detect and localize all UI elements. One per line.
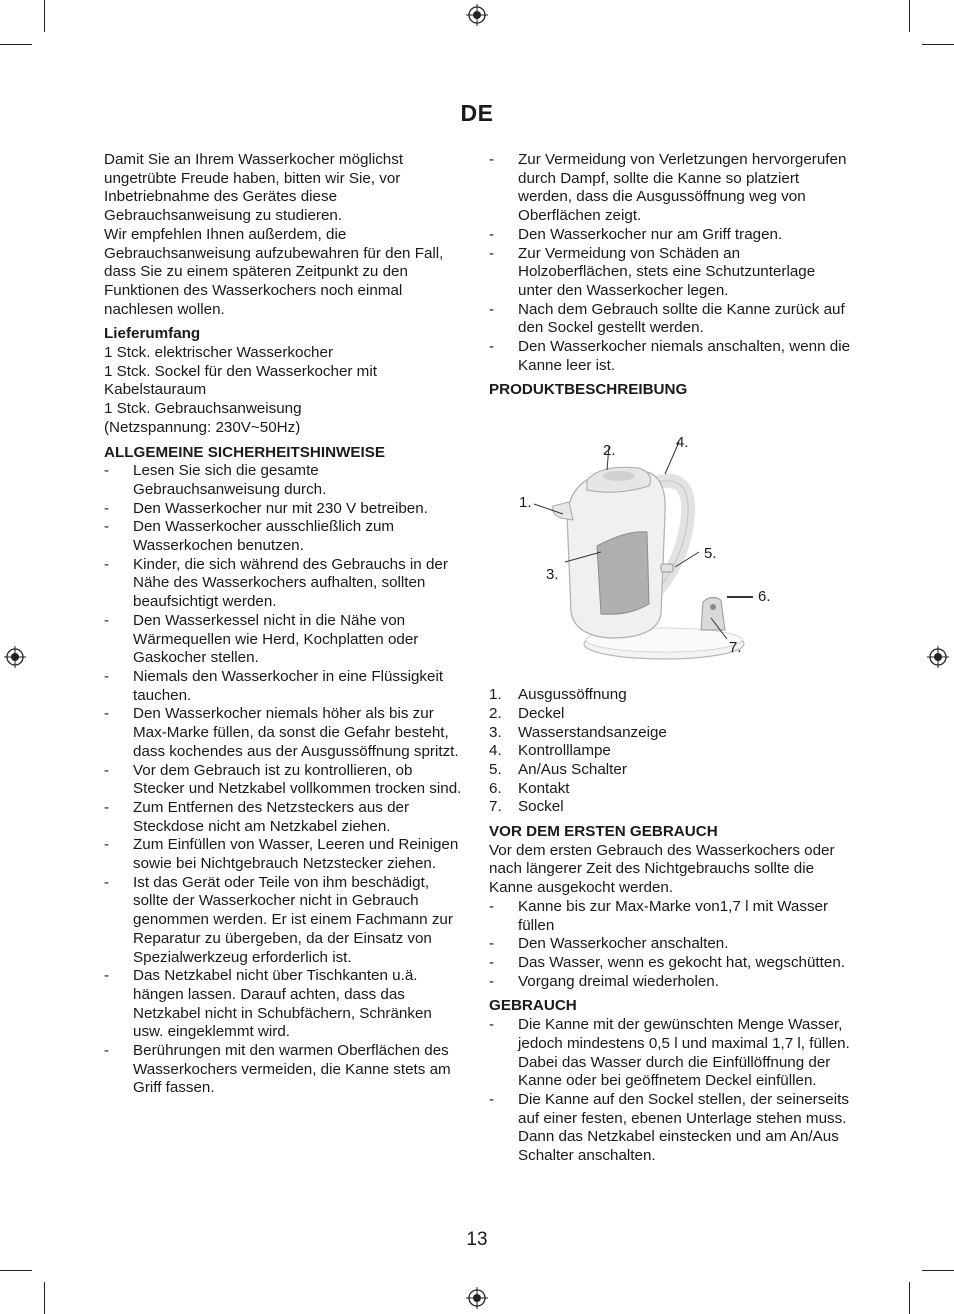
delivery-line: 1 Stck. Sockel für den Wasserkocher mit Kabelstauraum bbox=[104, 362, 377, 399]
list-item-text: Den Wasserkocher niemals anschalten, wenn die Kanne leer ist. bbox=[518, 338, 851, 374]
dash-marker: - bbox=[104, 462, 110, 480]
callout-3: 3. bbox=[546, 566, 559, 584]
dash-marker: - bbox=[489, 935, 495, 953]
list-item-text: Die Kanne mit der gewünschten Menge Wasser, jedoch mindestens 0,5 l und maximal 1,7 l, füllen. Dabei das Wasser durch die Einfüllöffnung der Kanne oder bei geöffnetem Deckel einfüllen. bbox=[518, 1016, 850, 1090]
parts-number: 6. bbox=[489, 779, 502, 797]
list-item bbox=[489, 226, 854, 245]
list-item-text: Vorgang dreimal wiederholen. bbox=[518, 972, 719, 990]
left-column bbox=[104, 151, 466, 1098]
dash-marker: - bbox=[489, 151, 495, 168]
list-item-text: Kanne bis zur Max-Marke von1,7 l mit Wasser füllen bbox=[518, 897, 829, 934]
dash-marker: - bbox=[489, 225, 495, 243]
dash-marker: - bbox=[104, 1042, 110, 1060]
registration-mark-icon bbox=[927, 646, 949, 668]
language-heading: DE bbox=[460, 100, 494, 126]
crop-mark bbox=[44, 1282, 45, 1314]
dash-marker: - bbox=[104, 499, 110, 517]
list-item bbox=[104, 874, 466, 968]
product-heading: PRODUKTBESCHREIBUNG bbox=[489, 381, 688, 399]
list-item-text: Das Wasser, wenn es gekocht hat, wegschütten. bbox=[518, 953, 845, 971]
parts-list-item bbox=[489, 780, 854, 799]
list-item bbox=[104, 705, 466, 761]
list-item-text: Kinder, die sich während des Gebrauchs in der Nähe des Wasserkochers aufhalten, sollten beaufsichtigt werden. bbox=[133, 555, 448, 611]
kettle-figure bbox=[489, 404, 854, 686]
list-item-text: Zur Vermeidung von Schäden an Holzoberflächen, stets eine Schutzunterlage unter den Wasserkocher legen. bbox=[518, 244, 816, 299]
first-use-list bbox=[489, 898, 854, 992]
delivery-line: (Netzspannung: 230V~50Hz) bbox=[104, 418, 301, 436]
list-item-text: Berührungen mit den warmen Oberflächen des Wasserkochers vermeiden, die Kanne stets am Griff fassen. bbox=[133, 1042, 451, 1097]
list-item-text: Ist das Gerät oder Teile von ihm beschädigt, sollte der Wasserkocher nicht in Gebrauch genommen werden. Er ist einem Fachmann zur Reparatur zu übergeben, da der Einsatz von Spezialwerkzeug erforderlich ist. bbox=[133, 873, 453, 966]
dash-marker: - bbox=[104, 555, 110, 573]
parts-label: Kontrolllampe bbox=[518, 742, 611, 760]
list-item-text: Den Wasserkocher niemals höher als bis zur Max-Marke füllen, da sonst die Gefahr besteht, dass kochendes aus der Ausgussöffnung spritzt. bbox=[133, 705, 459, 760]
kettle-water-window bbox=[597, 532, 649, 615]
dash-marker: - bbox=[104, 873, 110, 891]
dash-marker: - bbox=[104, 667, 110, 685]
list-item bbox=[104, 836, 466, 873]
list-item-text: Zur Vermeidung von Verletzungen hervorgerufen durch Dampf, sollte die Kanne so platziert werden, dass die Ausgussöffnung weg von Oberflächen zeigt. bbox=[518, 151, 847, 225]
list-item-text: Den Wasserkocher ausschließlich zum Wasserkochen benutzen. bbox=[133, 518, 395, 555]
crop-mark bbox=[922, 44, 954, 45]
list-item-text: Den Wasserkocher nur mit 230 V betreiben. bbox=[133, 499, 428, 517]
list-item-text: Die Kanne auf den Sockel stellen, der seinerseits auf einer festen, ebenen Unterlage stehen muss. Dann das Netzkabel einstecken und am An/Aus Schalter anschalten. bbox=[518, 1090, 849, 1165]
dash-marker: - bbox=[489, 300, 495, 318]
intro-paragraph: Damit Sie an Ihrem Wasserkocher möglichst ungetrübte Freude haben, bitten wir Sie, vor Inbetriebnahme des Gerätes diese Gebrauchsanweisung zu studieren. bbox=[104, 151, 404, 225]
kettle-switch bbox=[661, 564, 673, 572]
dash-marker: - bbox=[104, 761, 110, 779]
parts-number: 4. bbox=[489, 742, 502, 760]
list-item bbox=[489, 954, 854, 973]
callout-2: 2. bbox=[603, 442, 616, 460]
parts-list-item bbox=[489, 742, 854, 761]
parts-label: Sockel bbox=[518, 798, 564, 816]
list-item bbox=[104, 462, 466, 499]
dash-marker: - bbox=[489, 953, 495, 971]
kettle-illustration bbox=[489, 404, 854, 686]
list-item bbox=[104, 1042, 466, 1098]
parts-list-item bbox=[489, 798, 854, 817]
parts-number: 7. bbox=[489, 798, 502, 816]
dash-marker: - bbox=[489, 338, 495, 356]
parts-list bbox=[489, 686, 854, 817]
first-use-heading: VOR DEM ERSTEN GEBRAUCH bbox=[489, 823, 718, 841]
list-item bbox=[489, 245, 854, 301]
delivery-line: 1 Stck. elektrischer Wasserkocher bbox=[104, 344, 334, 362]
list-item-text: Den Wasserkocher nur am Griff tragen. bbox=[518, 225, 783, 243]
list-item bbox=[104, 668, 466, 705]
list-item bbox=[489, 151, 854, 226]
list-item bbox=[489, 973, 854, 992]
dash-marker: - bbox=[104, 967, 110, 985]
parts-number: 1. bbox=[489, 686, 502, 704]
parts-list-item bbox=[489, 761, 854, 780]
parts-label: Wasserstandsanzeige bbox=[518, 723, 667, 741]
dash-marker: - bbox=[489, 244, 495, 262]
list-item bbox=[104, 967, 466, 1042]
list-item-text: Niemals den Wasserkocher in eine Flüssigkeit tauchen. bbox=[133, 667, 444, 704]
list-item bbox=[489, 898, 854, 935]
page-number: 13 bbox=[466, 1229, 488, 1250]
usage-heading: GEBRAUCH bbox=[489, 997, 577, 1015]
safety-list bbox=[104, 462, 466, 1098]
list-item-text: Zum Einfüllen von Wasser, Leeren und Reinigen sowie bei Nichtgebrauch Netzstecker ziehen. bbox=[133, 836, 459, 873]
list-item bbox=[104, 762, 466, 799]
parts-label: Kontakt bbox=[518, 779, 570, 797]
dash-marker: - bbox=[104, 798, 110, 816]
parts-label: Deckel bbox=[518, 704, 565, 722]
dash-marker: - bbox=[104, 518, 110, 536]
parts-number: 3. bbox=[489, 723, 502, 741]
right-column bbox=[489, 151, 854, 1166]
list-item bbox=[489, 338, 854, 375]
list-item-text: Lesen Sie sich die gesamte Gebrauchsanweisung durch. bbox=[133, 462, 327, 498]
list-item bbox=[489, 935, 854, 954]
list-item bbox=[489, 1016, 854, 1091]
list-item bbox=[104, 500, 466, 519]
list-item-text: Zum Entfernen des Netzsteckers aus der Steckdose nicht am Netzkabel ziehen. bbox=[133, 798, 410, 835]
safety-list-continued bbox=[489, 151, 854, 375]
parts-number: 5. bbox=[489, 760, 502, 778]
registration-mark-icon bbox=[466, 4, 488, 26]
callout-4: 4. bbox=[676, 434, 689, 452]
safety-heading: ALLGEMEINE SICHERHEITSHINWEISE bbox=[104, 443, 385, 461]
crop-mark bbox=[909, 1282, 910, 1314]
delivery-line: 1 Stck. Gebrauchsanweisung bbox=[104, 400, 302, 418]
list-item-text: Den Wasserkocher anschalten. bbox=[518, 935, 729, 953]
crop-mark bbox=[44, 0, 45, 32]
parts-number: 2. bbox=[489, 704, 502, 722]
crop-mark bbox=[909, 0, 910, 32]
dash-marker: - bbox=[489, 897, 495, 915]
dash-marker: - bbox=[104, 611, 110, 629]
list-item bbox=[489, 301, 854, 338]
crop-mark bbox=[922, 1270, 954, 1271]
dash-marker: - bbox=[489, 1090, 495, 1108]
parts-label: Ausgussöffnung bbox=[518, 686, 627, 704]
list-item bbox=[104, 556, 466, 612]
list-item-text: Vor dem Gebrauch ist zu kontrollieren, ob Stecker und Netzkabel vollkommen trocken sind. bbox=[133, 761, 462, 798]
dash-marker: - bbox=[104, 836, 110, 854]
parts-list-item bbox=[489, 724, 854, 743]
parts-list-item bbox=[489, 705, 854, 724]
dash-marker: - bbox=[104, 705, 110, 723]
intro-paragraph: Wir empfehlen Ihnen außerdem, die Gebrauchsanweisung aufzubewahren für den Fall, dass Sie zu einem späteren Zeitpunkt zu den Funktionen des Wasserkochers noch einmal nachlesen wollen. bbox=[104, 225, 444, 318]
list-item-text: Das Netzkabel nicht über Tischkanten u.ä. hängen lassen. Darauf achten, dass das Netzkabel nicht in Schubfächern, Schränken usw. eingeklemmt wird. bbox=[133, 967, 432, 1041]
first-use-text: Vor dem ersten Gebrauch des Wasserkochers oder nach längerer Zeit des Nichtgebrauchs sollte die Kanne ausgekocht werden. bbox=[489, 841, 835, 897]
registration-mark-icon bbox=[466, 1287, 488, 1309]
list-item bbox=[104, 518, 466, 555]
crop-mark bbox=[0, 44, 32, 45]
list-item bbox=[104, 799, 466, 836]
dash-marker: - bbox=[489, 1016, 495, 1034]
list-item bbox=[104, 612, 466, 668]
kettle-contact bbox=[701, 598, 725, 631]
parts-list-item bbox=[489, 686, 854, 705]
callout-1: 1. bbox=[519, 494, 532, 512]
dash-marker: - bbox=[489, 972, 495, 990]
callout-5: 5. bbox=[704, 545, 717, 563]
list-item bbox=[489, 1091, 854, 1166]
registration-mark-icon bbox=[4, 646, 26, 668]
list-item-text: Nach dem Gebrauch sollte die Kanne zurück auf den Sockel gestellt werden. bbox=[518, 300, 845, 337]
crop-mark bbox=[0, 1270, 32, 1271]
delivery-heading: Lieferumfang bbox=[104, 325, 201, 343]
list-item-text: Den Wasserkessel nicht in die Nähe von Wärmequellen wie Herd, Kochplatten oder Gaskocher stellen. bbox=[133, 611, 419, 667]
usage-list bbox=[489, 1016, 854, 1166]
parts-label: An/Aus Schalter bbox=[518, 760, 627, 778]
callout-6: 6. bbox=[758, 588, 771, 606]
callout-7: 7. bbox=[729, 639, 742, 657]
